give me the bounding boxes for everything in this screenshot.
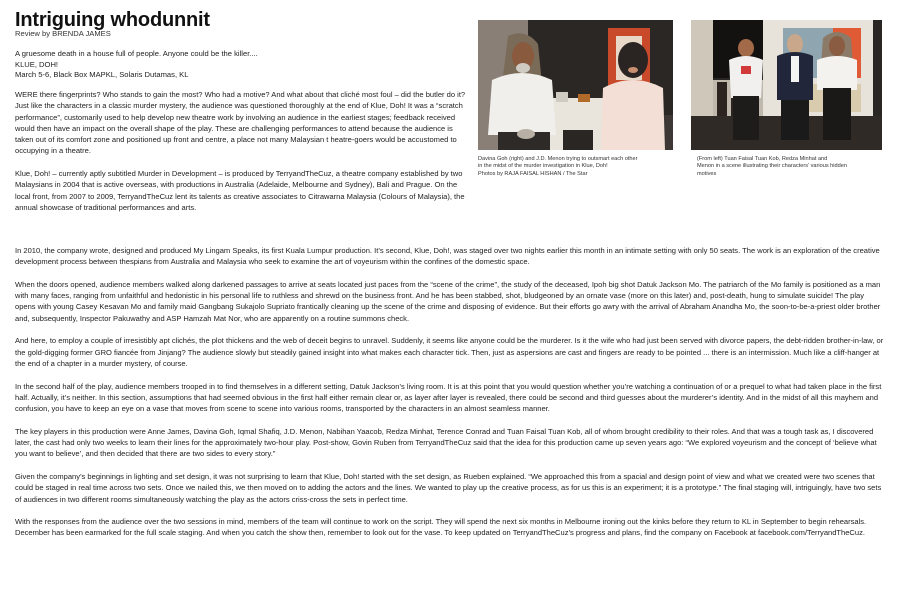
caption-line: motives [697,170,717,177]
photo-davina-goh-jd-menon [478,20,673,150]
photo-credit: Photos by RAJA FAISAL HISHAN / The Star [478,170,588,177]
body-paragraph: Klue, Doh! – currently aptly subtitled Murder in Development – is produced by TerryandTheCuz, a theatre company established by two Malaysians in 2004 that is active overseas, with productions in Australia (Adelaide, Melbourne and Sydney), Bali and Prague. On the local front, from 2007 to 2009, TerryandTheCuz lent its talents as creative associates to Citrawarna Malaysia (Colours of Malaysia), the annual showcase of traditional performances and arts. [15,169,465,212]
photo-caption-2 [697,156,887,178]
caption-line: Menon in a scene illustrating their characters’ various hidden [697,163,847,170]
photo-caption-1 [478,156,678,178]
deck-show-title: KLUE, DOH! [15,59,59,69]
body-paragraph: When the doors opened, audience members walked along darkened passages to arrive at seats located just paces from the “scene of the crime”, the study of the deceased, Ipoh big shot Datuk Jackson Mo. The patriarch of the Mo family is positioned as a man with many faces, ranging from unfaithful and hedonistic in his personal life to ruthless and shrewd on the business front. And he has been stabbed, shot, bludgeoned by an ornate vase (more on this later) and, post-death, hung to simulate suicide! The play opens with young Casey Kesavan Mo and family maid Gangbang Sukajolo Supriato frantically cleaning up the scene of the crime and disposing of evidence. But their efforts go awry with the arrival of Abraham Anandha Mo, the soon-to-be-a-priest older brother and, subsequently, Inspector Pakuwathy and ASP Hamzah Mat Nor, who are apparently on a routine summons check. [15,279,881,323]
deck-tagline: A gruesome death in a house full of people. Anyone could be the killer.... [15,49,258,58]
body-paragraph: In 2010, the company wrote, designed and produced My Lingam Speaks, its first Kuala Lumpur production. It’s second, Klue, Doh!, was staged over two nights earlier this month in an intimate setting with only 50 seats. The work is an exploration of the creative development process between thespians from Australia and Malaysia who seek to examine the art of voyeurism within the confines of the domestic space. [15,246,880,267]
body-paragraph: WERE there fingerprints? Who stands to gain the most? Who had a motive? And what about that cliché most foul – did the butler do it? Just like the characters in a classic murder mystery, the audience was questioned thoroughly at the end of Klue, Doh! It was a “scratch performance”, customarily used to help develop new theatre work by involving an audience in the earliest stages; feedback received would then have an impact on the overall shape of the play. These are challenging performances to attend because the audience is taken out of its comfort zone and positioned up front and centre, a place not many Malaysian t heatre-goers would be accustomed to occupying in a theatre. [15,90,466,156]
article-body-full-width [15,245,885,550]
byline: Review by BRENDA JAMES [15,29,111,38]
body-paragraph: With the responses from the audience over the two sessions in mind, members of the team will continue to work on the script. They will spend the next six months in Melbourne ironing out the kinks before they return to KL in September to begin rehearsals. December has been earmarked for the full scale staging. And when you catch the show then, remember to look out for the vase. To keep updated on TerryandTheCuz’s progress and plans, find the company on Facebook at facebook.com/TerryandTheCuz. [15,517,867,538]
body-paragraph: The key players in this production were Anne James, Davina Goh, Iqmal Shafiq, J.D. Menon, Nabihan Yaacob, Redza Minhat, Terence Conrad and Tuan Faisal Tuan Kob, all of whom brought credibility to their roles. And that was a tough task as, I discovered later, the cast had only two weeks to learn their lines for the approximately two-hour play. Post-show, Govin Ruben from TerryandTheCuz said that the idea for this production came up seven years ago: “We explored voyeurism and the concept of ‘believe what you want to believe’, and then decided that there are two sides to every story.” [15,426,877,459]
caption-line: (From left) Tuan Faisal Tuan Kob, Redza Minhat and [697,156,828,162]
body-paragraph: And here, to employ a couple of irresistibly apt clichés, the plot thickens and the web of deceit begins to unravel. Suddenly, it seems like anyone could be the murderer. Is it the wife who had just been served with divorce papers, the debt-ridden brother-in-law, or the gold-digging former GRO fiancée from Jinjang? The audience slowly but steadily gained insight into what makes each character tick. Then, just as aspersions are cast and fingers are ready to be pointed ... there is an intermission. Much like a cliff-hanger at the end of a chapter in a murder mystery, of course. [15,336,884,368]
caption-line: Davina Goh (right) and J.D. Menon trying to outsmart each other [478,156,638,162]
deck-show-details: March 5-6, Black Box MAPKL, Solaris Dutamas, KL [15,70,189,80]
body-paragraph: In the second half of the play, audience members trooped in to find themselves in a different setting, Datuk Jackson’s living room. It is at this point that you would question whether you’re watching a continuation of or a prequel to what had taken place in the first half. Actually, it’s neither. In this section, assumptions that had seemed obvious in the first half either remain clear or, as layer after layer is revealed, there could be second and third guesses about the murderer’s identity. And in the midst of all this mayhem and confusion, you have to keep an eye on a vase that moves from scene to scene into various rooms, transported by the characters in an almost seamless manner. [15,381,882,414]
article-body-left-column [15,89,470,225]
article-title: Intriguing whodunnit [15,9,210,31]
photo-cast-three-actors [691,20,882,150]
body-paragraph: Given the company’s beginnings in lighting and set design, it was not surprising to learn that Klue, Doh! started with the set design, as Rueben explained. “We approached this from a spacial and design point of view and what we created were two scenes that could be staged in real time across two sets. Once we nailed this, we then moved on to adding the actors and the lines. We wanted to play up the creative process, as for us this is an experiment; it is a prototype.” The final staging will, intriguingly, have two sets of audiences in two different rooms simultaneously watching the play as the actors criss-cross the sets in perfect time. [15,471,882,504]
caption-line: in the midst of the murder investigation in Klue, Doh! [478,163,608,170]
article-deck [15,49,258,81]
